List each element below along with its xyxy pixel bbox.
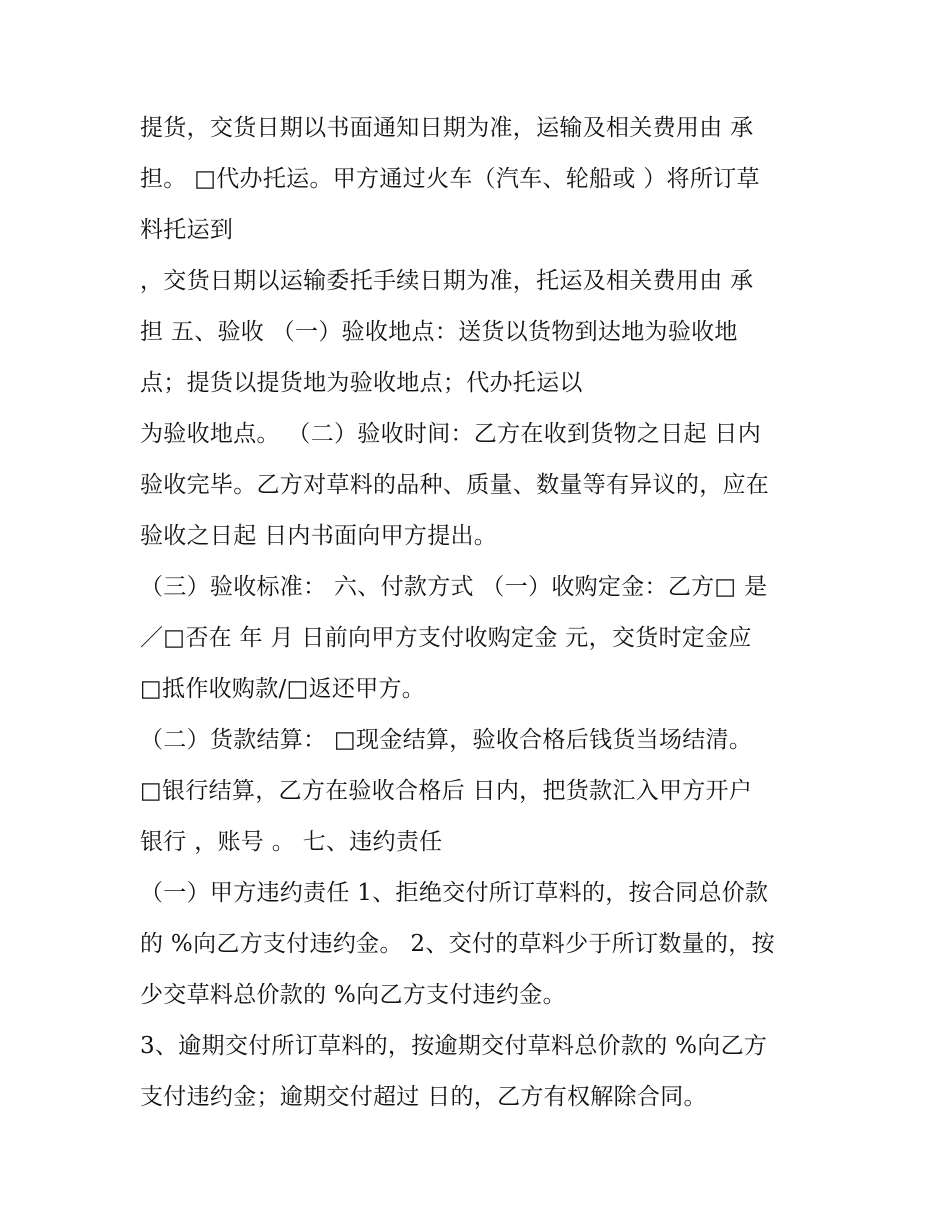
text-line: ／□否在 年 月 日前向甲方支付收购定金 元，交货时定金应 [140, 625, 752, 651]
text-line: ，交货日期以运输委托手续日期为准，托运及相关费用由 承 [140, 268, 754, 294]
text-line: 验收完毕。乙方对草料的品种、质量、数量等有异议的，应在 [140, 472, 770, 498]
text-line: （一）甲方违约责任 1、拒绝交付所订草料的，按合同总价款 [140, 880, 769, 906]
text-line: 为验收地点。 （二）验收时间：乙方在收到货物之日起 日内 [140, 421, 762, 447]
document-body [140, 103, 820, 1123]
text-line: 担 五、验收 （一）验收地点：送货以货物到达地为验收地 [140, 319, 738, 345]
text-line: （三）验收标准： 六、付款方式 （一）收购定金：乙方□ 是 [140, 574, 768, 600]
text-line: 支付违约金；逾期交付超过 日的，乙方有权解除合同。 [140, 1084, 707, 1110]
text-line: （二）货款结算： □现金结算，验收合格后钱货当场结清。 [140, 727, 753, 753]
text-line: 料托运到 [140, 217, 234, 243]
text-line: 3、逾期交付所订草料的，按逾期交付草料总价款的 %向乙方 [140, 1033, 768, 1059]
text-line: □抵作收购款/□返还甲方。 [140, 676, 426, 702]
text-line: 少交草料总价款的 %向乙方支付违约金。 [140, 982, 566, 1008]
text-line: 提货，交货日期以书面通知日期为准，运输及相关费用由 承 [140, 115, 754, 141]
text-line: 点；提货以提货地为验收地点；代办托运以 [140, 370, 583, 396]
text-line: □银行结算，乙方在验收合格后 日内，把货款汇入甲方开户 [140, 778, 753, 804]
text-line: 银行 ，账号 。 七、违约责任 [140, 829, 443, 855]
text-line: 验收之日起 日内书面向甲方提出。 [140, 523, 498, 549]
text-line: 担。 □代办托运。甲方通过火车（汽车、轮船或 ）将所订草 [140, 166, 760, 192]
text-line: 的 %向乙方支付违约金。 2、交付的草料少于所订数量的，按 [140, 931, 775, 957]
